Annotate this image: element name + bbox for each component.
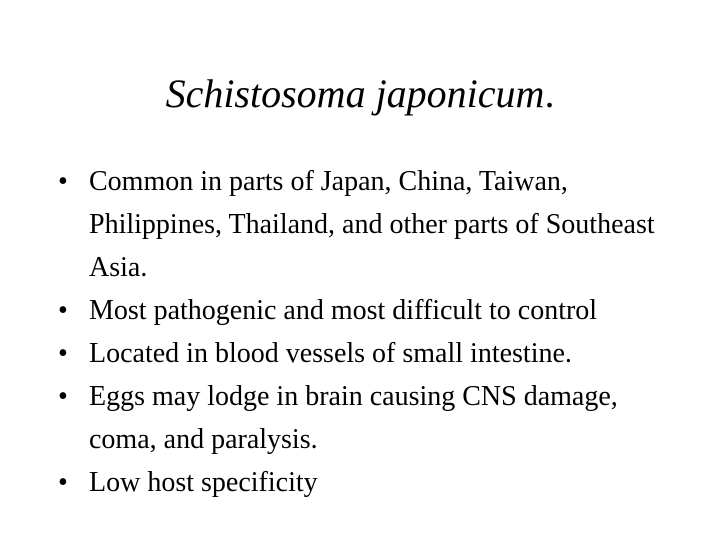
bullet-icon: • xyxy=(58,166,68,197)
bullet-item xyxy=(58,332,658,375)
bullet-text: Eggs may lodge in brain causing CNS damage, coma, and paralysis. xyxy=(89,381,618,455)
bullet-item xyxy=(58,461,658,504)
bullet-list xyxy=(58,160,658,504)
bullet-icon: • xyxy=(58,381,68,412)
title-period: . xyxy=(544,71,555,116)
bullet-icon: • xyxy=(58,295,68,326)
bullet-text: Common in parts of Japan, China, Taiwan, Philippines, Thailand, and other parts of Southeast Asia. xyxy=(89,166,655,283)
bullet-text: Most pathogenic and most difficult to control xyxy=(89,295,598,326)
slide-title xyxy=(0,66,720,122)
title-italic-text: Schistosoma japonicum xyxy=(165,71,545,116)
bullet-item xyxy=(58,289,658,332)
bullet-text: Located in blood vessels of small intestine. xyxy=(89,338,572,369)
bullet-text: Low host specificity xyxy=(89,467,318,498)
bullet-icon: • xyxy=(58,467,68,498)
bullet-item xyxy=(58,375,658,461)
bullet-item xyxy=(58,160,658,289)
bullet-icon: • xyxy=(58,338,68,369)
